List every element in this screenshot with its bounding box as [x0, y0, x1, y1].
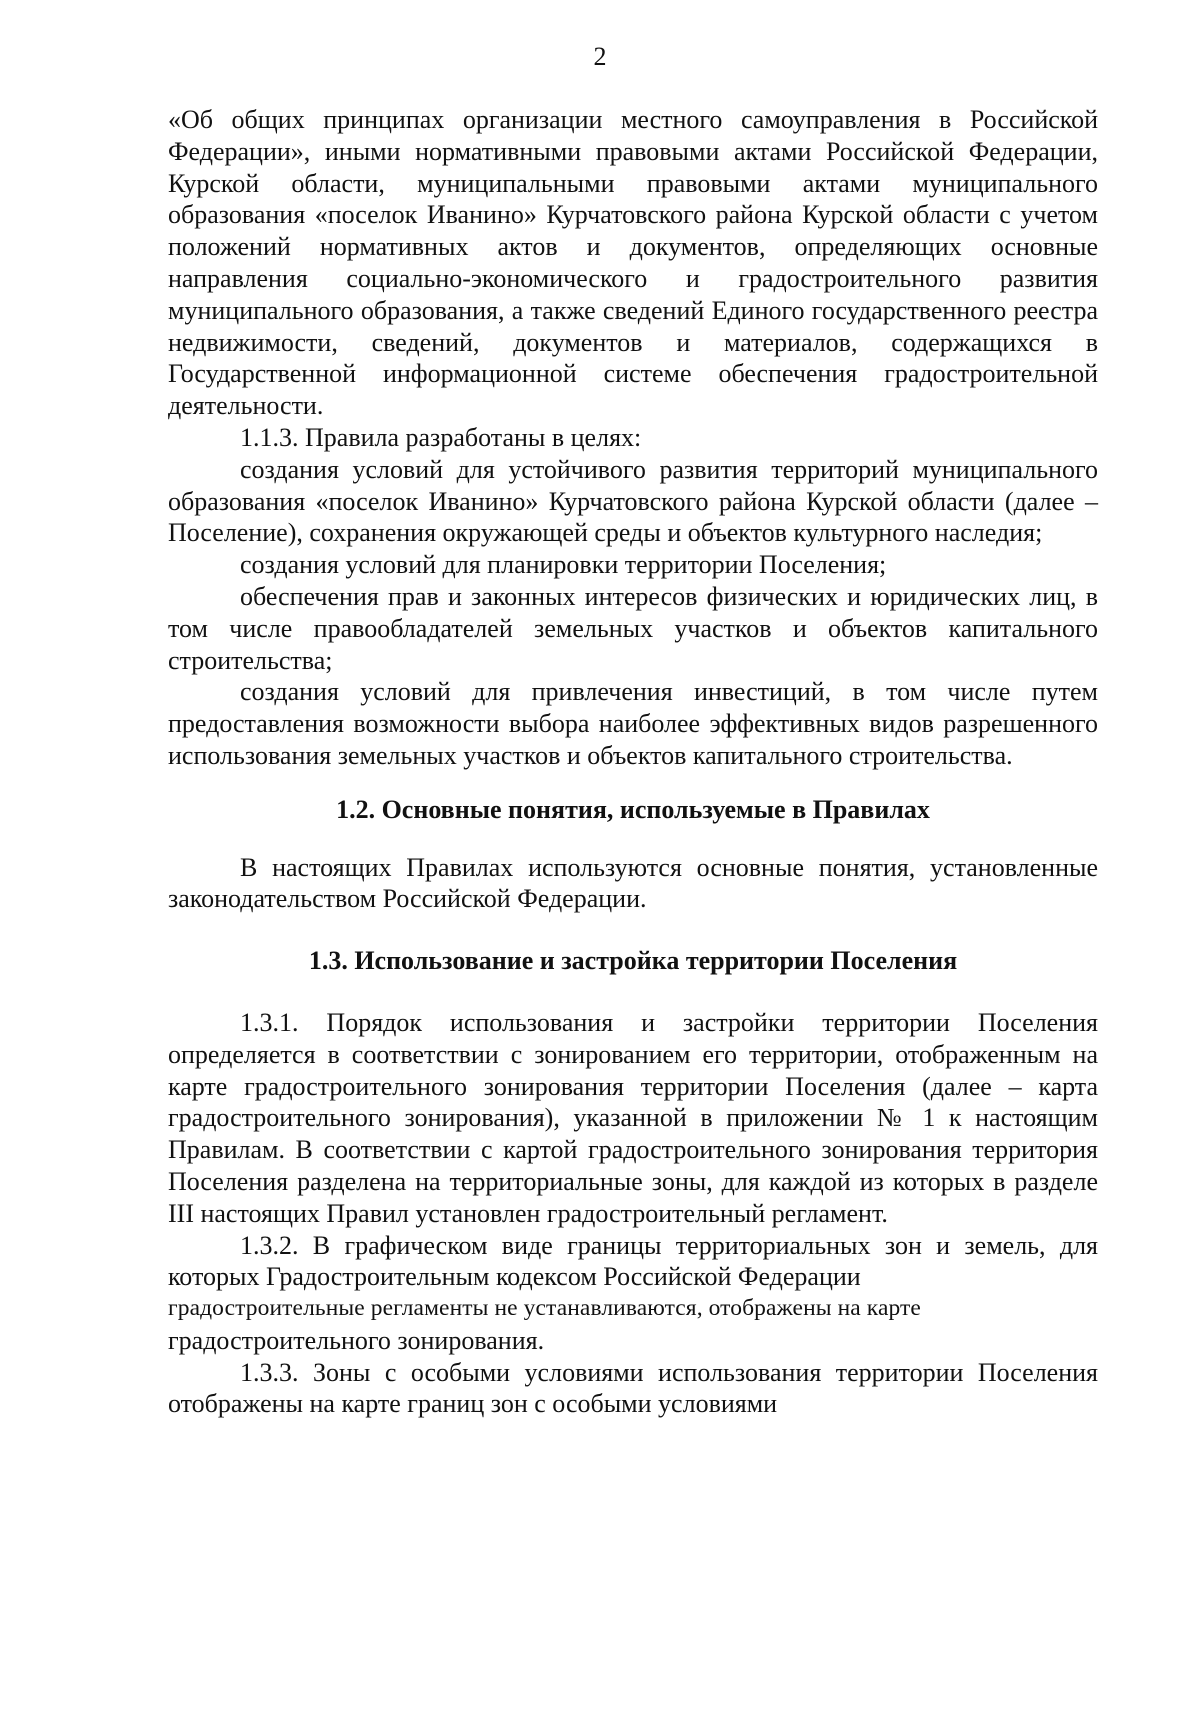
paragraph-1-3-2-part-c: градостроительного зонирования.	[168, 1325, 545, 1355]
section-heading-1-2: 1.2. Основные понятия, используемые в Правилах	[336, 794, 930, 824]
paragraph-1-3-1: 1.3.1. Порядок использования и застройки территории Поселения определяется в соответствии с зонированием его территории, отображенным на карте градостроительного зонирования территории Поселения (далее – карта градостроительного зонирования), указанной в приложении № 1 к настоящим Правилам. В соответствии с картой градостроительного зонирования территория Поселения разделена на территориальные зоны, для каждой из которых в разделе III настоящих Правил установлен градостроительный регламент.	[168, 1007, 1098, 1228]
page-number: 2	[593, 42, 607, 71]
section-heading-1-3: 1.3. Использование и застройка территории Поселения	[308, 946, 958, 976]
paragraph-goal-3: обеспечения прав и законных интересов физических и юридических лиц, в том числе правообладателей земельных участков и объектов капитального строительства;	[168, 581, 1098, 675]
paragraph-goal-4: создания условий для привлечения инвестиций, в том числе путем предоставления возможности выбора наиболее эффективных видов разрешенного использования земельных участков и объектов капитального строительства.	[168, 677, 1098, 770]
paragraph-1-3-3: 1.3.3. Зоны с особыми условиями использования территории Поселения отображены на карте границ зон с особыми условиями	[168, 1357, 1098, 1419]
paragraph-goal-2: создания условий для планировки территории Поселения;	[240, 550, 887, 580]
paragraph-1-2-text: В настоящих Правилах используются основные понятия, установленные законодательством Российской Федерации.	[168, 852, 1098, 914]
document-body	[168, 104, 1098, 1420]
paragraph-goal-1: создания условий для устойчивого развития территорий муниципального образования «поселок Иванино» Курчатовского района Курской области (далее – Поселение), сохранения окружающей среды и объектов культурного наследия;	[168, 454, 1098, 548]
paragraph-intro-continuation: «Об общих принципах организации местного самоуправления в Российской Федерации», иными нормативными правовыми актами Российской Федерации, Курской области, муниципальными правовыми актами муниципального образования «поселок Иванино» Курчатовского района Курской области с учетом положений нормативных актов и документов, определяющих основные направления социально-экономического и градостроительного развития муниципального образования, а также сведений Единого государственного реестра недвижимости, сведений, документов и материалов, содержащихся в Государственной информационной системе обеспечения градостроительной деятельности.	[168, 105, 1098, 421]
paragraph-1-3-2-part-b: градостроительные регламенты не устанавливаются, отображены на карте	[168, 1295, 921, 1322]
paragraph-1-1-3: 1.1.3. Правила разработаны в целях:	[240, 422, 642, 452]
paragraph-1-3-2-part-a: 1.3.2. В графическом виде границы территориальных зон и земель, для которых Градостроительным кодексом Российской Федерации	[168, 1230, 1098, 1292]
